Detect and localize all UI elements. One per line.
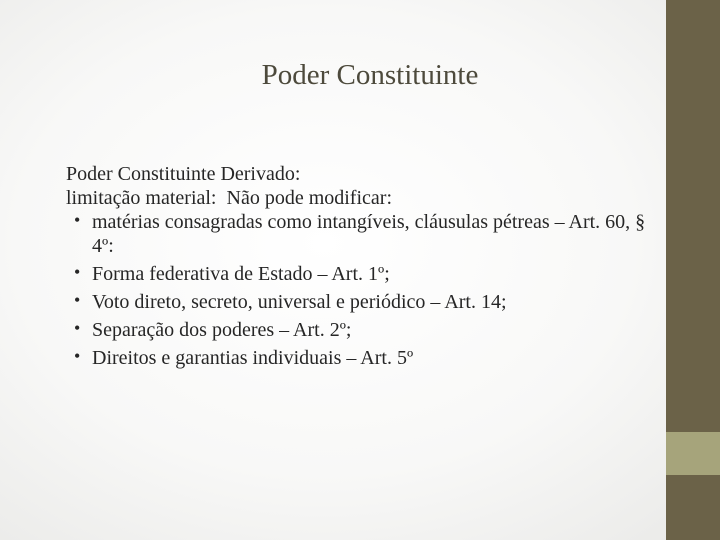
bullet-item [74,290,666,314]
bullet-item [74,210,666,258]
bullet-icon: • [74,346,81,366]
heading-rest-label: Não pode modificar: [216,187,392,209]
bullet-icon: • [74,290,81,310]
side-bar-bottom [666,475,720,540]
content-heading [66,162,666,186]
side-bar-dark [666,0,720,432]
bullet-text: Direitos e garantias individuais – Art. 5º [92,347,414,369]
bullet-item [74,318,666,342]
bullet-list [66,210,666,370]
content-subheading [66,186,666,210]
bullet-icon: • [74,318,81,338]
bullet-text: matérias consagradas como intangíveis, cláusulas pétreas – Art. 60, § 4º: [92,211,646,257]
bullet-text: Separação dos poderes – Art. 2º; [92,319,352,341]
bullet-icon: • [74,210,81,230]
side-bar-accent [666,432,720,475]
bullet-icon: • [74,262,81,282]
bullet-text: Forma federativa de Estado – Art. 1º; [92,263,390,285]
bullet-text: Voto direto, secreto, universal e periódico – Art. 14; [92,291,507,313]
slide-title: Poder Constituinte [261,59,479,91]
bullet-item [74,346,666,370]
bullet-item [74,262,666,286]
heading-bold-label: limitação material: [66,187,217,209]
heading-line-1: Poder Constituinte Derivado: [66,163,301,185]
slide-content [66,162,666,370]
